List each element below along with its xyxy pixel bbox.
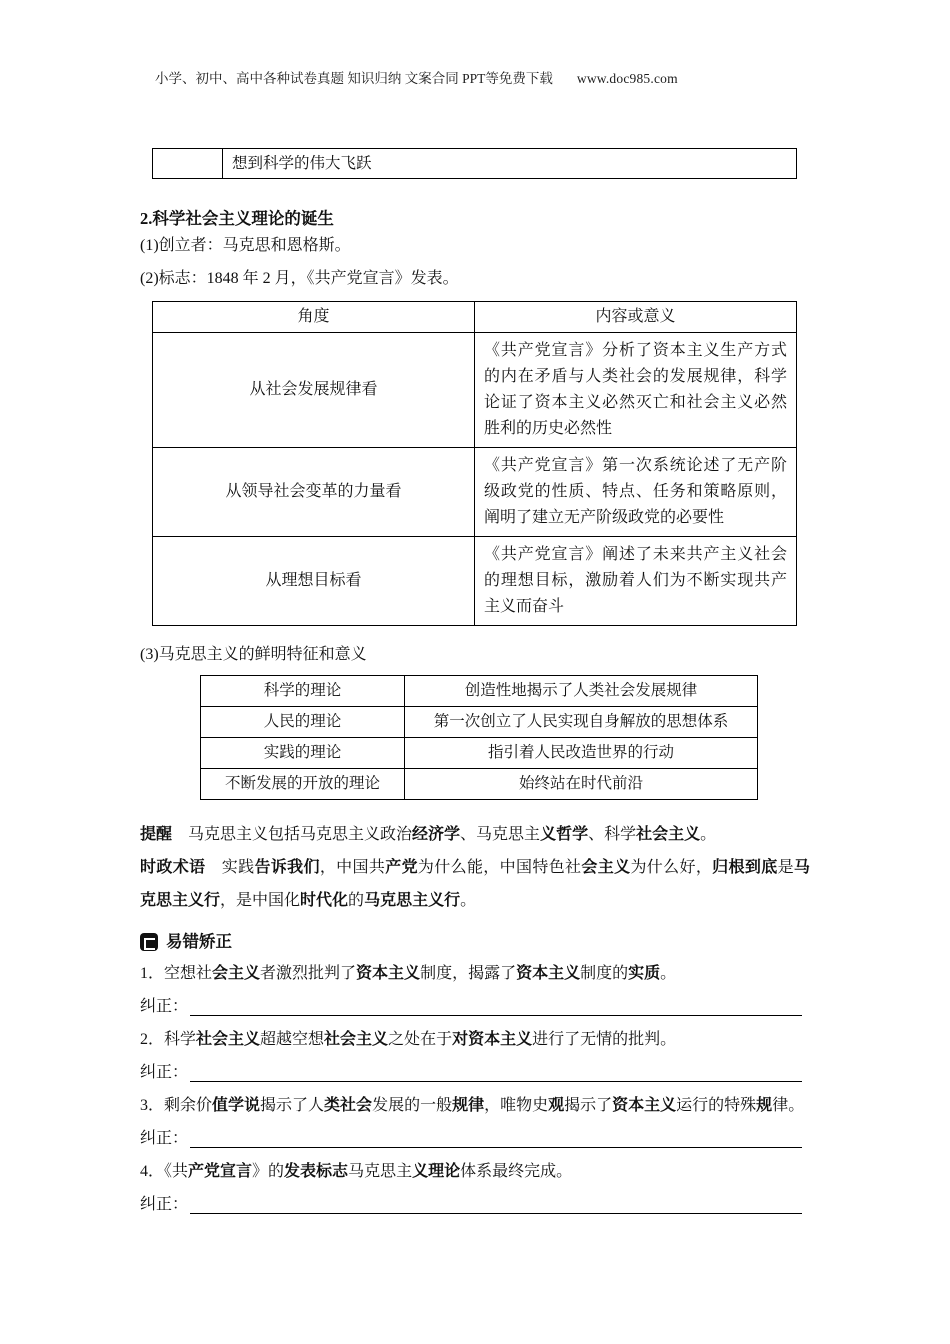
- section-point-3: (3)马克思主义的鲜明特征和意义: [140, 646, 367, 663]
- error-correction-icon: [140, 933, 158, 951]
- header-site-text: 小学、初中、高中各种试卷真题 知识归纳 文案合同 PPT等免费下载: [155, 71, 553, 86]
- manifesto-angle-cell: 从社会发展规律看: [153, 333, 475, 448]
- correction-row-3: [140, 1122, 810, 1155]
- manifesto-angle-cell: 从领导社会变革的力量看: [153, 448, 475, 537]
- error-item-4: 4．《共产党宣言》的发表标志马克思主义理论体系最终完成。: [140, 1163, 573, 1180]
- politics-note: 时政术语 实践告诉我们，中国共产党为什么能，中国特色社会主义为什么好，归根到底是马克思主义行，是中国化时代化的马克思主义行。: [140, 859, 810, 909]
- header-site-url: www.doc985.com: [576, 71, 678, 86]
- correction-blank-line: [190, 1188, 802, 1214]
- meaning-cell: 指引着人民改造世界的行动: [405, 738, 758, 769]
- manifesto-content-cell: 《共产党宣言》分析了资本主义生产方式的内在矛盾与人类社会的发展规律，科学论证了资本主义必然灭亡和社会主义必然胜利的历史必然性: [475, 333, 797, 448]
- features-table: [200, 675, 758, 800]
- section-point-1: (1)创立者：马克思和恩格斯。: [140, 237, 351, 254]
- table-row: [153, 448, 797, 537]
- correction-label: 纠正：: [140, 1064, 189, 1081]
- error-item-1: 1．空想社会主义者激烈批判了资本主义制度，揭露了资本主义制度的实质。: [140, 965, 677, 982]
- table-row: [201, 738, 758, 769]
- error-correction-title: 易错矫正: [166, 932, 232, 951]
- table-row: [153, 149, 797, 179]
- correction-blank-line: [190, 990, 802, 1016]
- error-correction-header: [140, 927, 810, 957]
- correction-label: 纠正：: [140, 1196, 189, 1213]
- correction-label: 纠正：: [140, 1130, 189, 1147]
- table-row: [201, 676, 758, 707]
- error-correction-list: [140, 957, 810, 1221]
- correction-row-4: [140, 1188, 810, 1221]
- manifesto-table: [152, 301, 797, 626]
- table-row: [201, 769, 758, 800]
- correction-row-2: [140, 1056, 810, 1089]
- feature-cell: 实践的理论: [201, 738, 405, 769]
- carryover-cell: 想到科学的伟大飞跃: [223, 149, 797, 179]
- table-header-row: [153, 302, 797, 333]
- meaning-cell: 始终站在时代前沿: [405, 769, 758, 800]
- table-row: [201, 707, 758, 738]
- manifesto-angle-cell: 从理想目标看: [153, 537, 475, 626]
- page-header: [140, 71, 810, 86]
- error-item-2: 2．科学社会主义超越空想社会主义之处在于对资本主义进行了无情的批判。: [140, 1031, 677, 1048]
- manifesto-content-cell: 《共产党宣言》阐述了未来共产主义社会的理想目标，激励着人们为不断实现共产主义而奋斗: [475, 537, 797, 626]
- manifesto-content-cell: 《共产党宣言》第一次系统论述了无产阶级政党的性质、特点、任务和策略原则，阐明了建立无产阶级政党的必要性: [475, 448, 797, 537]
- feature-cell: 科学的理论: [201, 676, 405, 707]
- meaning-cell: 第一次创立了人民实现自身解放的思想体系: [405, 707, 758, 738]
- carryover-empty-cell: [153, 149, 223, 179]
- correction-blank-line: [190, 1056, 802, 1082]
- manifesto-header-angle: 角度: [153, 302, 475, 333]
- reminder-note: 提醒 马克思主义包括马克思主义政治经济学、马克思主义哲学、科学社会主义。: [140, 826, 717, 843]
- section-point-2: (2)标志：1848 年 2 月，《共产党宣言》发表。: [140, 270, 459, 287]
- meaning-cell: 创造性地揭示了人类社会发展规律: [405, 676, 758, 707]
- manifesto-header-content: 内容或意义: [475, 302, 797, 333]
- correction-blank-line: [190, 1122, 802, 1148]
- correction-label: 纠正：: [140, 998, 189, 1015]
- error-item-3: 3．剩余价值学说揭示了人类社会发展的一般规律，唯物史观揭示了资本主义运行的特殊规律。: [140, 1097, 805, 1114]
- section-title: 2.科学社会主义理论的诞生: [140, 209, 334, 228]
- table-row: [153, 333, 797, 448]
- correction-row-1: [140, 990, 810, 1023]
- feature-cell: 人民的理论: [201, 707, 405, 738]
- carryover-table: [152, 148, 797, 179]
- table-row: [153, 537, 797, 626]
- feature-cell: 不断发展的开放的理论: [201, 769, 405, 800]
